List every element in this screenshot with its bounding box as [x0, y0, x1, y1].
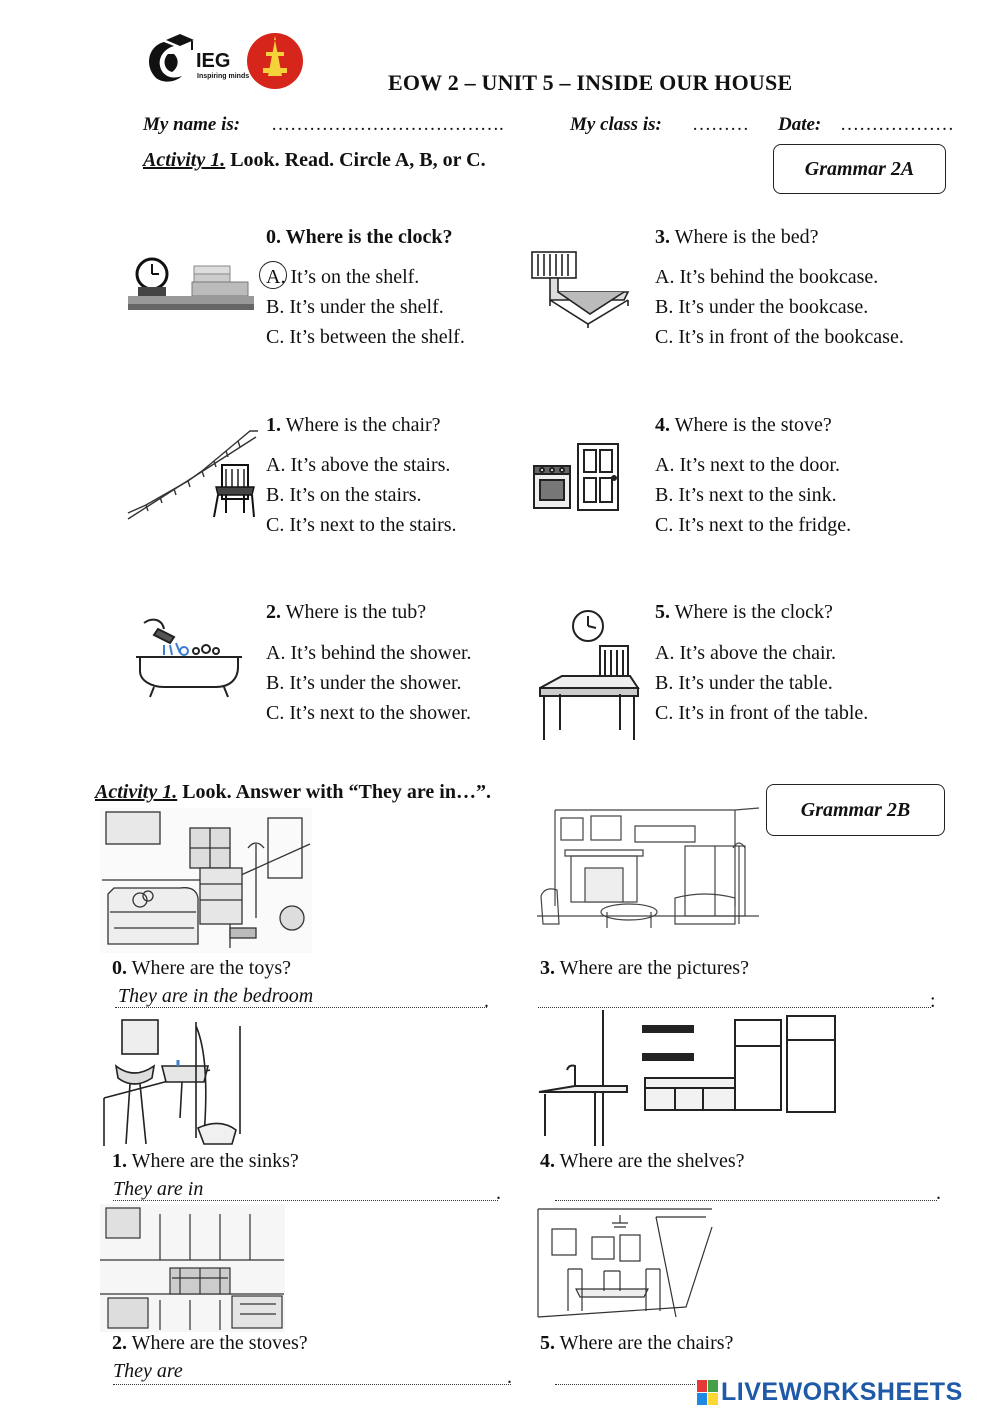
image-clock-on-shelf: [126, 254, 256, 319]
answer-line-b1: [113, 1200, 498, 1201]
question-number: 3.: [540, 957, 555, 979]
question-b5: [540, 1332, 733, 1355]
answer-line-b2: [113, 1384, 511, 1385]
dining-room-icon: [536, 1207, 714, 1331]
image-bathroom: [100, 1018, 248, 1151]
liveworksheets-brand: LIVEWORKSHEETS: [721, 1378, 963, 1406]
question-text: Where are the toys?: [131, 957, 291, 979]
bed-bookcase-icon: [528, 248, 633, 328]
question-text: Where is the bed?: [674, 226, 819, 248]
question-number: 3.: [655, 226, 670, 248]
school-seal-logo: [244, 32, 308, 90]
image-stove-and-door: [530, 440, 640, 520]
option-b[interactable]: B. It’s under the shelf.: [266, 296, 444, 318]
answer-end-b0: .: [484, 990, 489, 1012]
class-field[interactable]: ………: [692, 114, 749, 135]
option-a[interactable]: A. It’s above the chair.: [655, 642, 837, 664]
option-a[interactable]: A. It’s behind the shower.: [266, 642, 472, 664]
ieg-logo-text: IEG: [196, 50, 231, 72]
answer-line-b5: [555, 1384, 695, 1385]
image-clock-chair-table: [530, 606, 645, 751]
question-b2: [112, 1332, 308, 1355]
question-text: Where are the shelves?: [559, 1150, 745, 1172]
question-b0: [112, 957, 291, 980]
activity-b-instruction: Look. Answer with “They are in…”.: [182, 781, 491, 803]
clock-shelf-icon: [126, 254, 256, 314]
answer-end-b3: :: [930, 990, 936, 1012]
option-c[interactable]: C. It’s in front of the bookcase.: [655, 326, 904, 348]
option-a[interactable]: A. It’s above the stairs.: [266, 454, 451, 476]
question-a0: [266, 226, 452, 249]
question-number: 5.: [655, 601, 670, 623]
answer-b1[interactable]: They are in: [113, 1178, 204, 1200]
answer-end-b4: .: [936, 1182, 941, 1204]
activity-a-heading: [143, 149, 486, 172]
options-a5: [655, 638, 868, 728]
option-a[interactable]: A. It’s next to the door.: [655, 454, 840, 476]
question-number: 1.: [112, 1150, 127, 1172]
question-number: 5.: [540, 1332, 555, 1354]
live-badge-icon: [697, 1380, 719, 1406]
options-a4: [655, 450, 851, 540]
question-a3: [655, 226, 818, 249]
image-kitchen-shelves: [535, 1010, 840, 1155]
question-text: Where is the chair?: [285, 414, 441, 436]
image-bed-and-bookcase: [528, 248, 633, 333]
activity-a-instruction: Look. Read. Circle A, B, or C.: [230, 149, 486, 171]
question-number: 0.: [266, 226, 281, 248]
option-b[interactable]: B. It’s under the shower.: [266, 672, 462, 694]
activity-a-label: Activity 1.: [143, 149, 226, 171]
kitchen-icon: [100, 1204, 285, 1332]
question-number: 2.: [112, 1332, 127, 1354]
question-number: 4.: [540, 1150, 555, 1172]
image-tub-and-shower: [134, 615, 244, 705]
answer-line-b4: [555, 1200, 937, 1201]
image-living-room: [535, 806, 760, 939]
option-b[interactable]: B. It’s on the stairs.: [266, 484, 422, 506]
question-a2: [266, 601, 426, 624]
option-c[interactable]: C. It’s between the shelf.: [266, 326, 465, 348]
grammar-2a-label: Grammar 2A: [804, 157, 915, 180]
question-a1: [266, 414, 441, 437]
option-c[interactable]: C. It’s in front of the table.: [655, 702, 869, 724]
kitchen-shelves-icon: [535, 1010, 840, 1150]
option-b[interactable]: B. It’s under the bookcase.: [655, 296, 869, 318]
grammar-2b-label: Grammar 2B: [800, 798, 911, 821]
question-text: Where is the tub?: [285, 601, 427, 623]
activity-b-heading: [95, 781, 491, 804]
options-a2: [266, 638, 472, 728]
option-c[interactable]: C. It’s next to the fridge.: [655, 514, 852, 536]
grammar-2a-box: [773, 144, 946, 194]
answer-end-b2: .: [507, 1366, 512, 1388]
question-number: 0.: [112, 957, 127, 979]
clock-chair-table-icon: [530, 606, 645, 746]
activity-b-label: Activity 1.: [95, 781, 178, 803]
question-a5: [655, 601, 833, 624]
bathroom-icon: [100, 1018, 248, 1146]
option-a[interactable]: A. It’s on the shelf.: [266, 266, 420, 288]
question-a4: [655, 414, 832, 437]
page-title: EOW 2 – UNIT 5 – INSIDE OUR HOUSE: [388, 70, 793, 95]
ieg-tagline: Inspiring minds: [197, 73, 250, 80]
options-a3: [655, 262, 904, 352]
liveworksheets-logo: [697, 1378, 963, 1407]
question-text: Where are the pictures?: [559, 957, 749, 979]
answer-b2[interactable]: They are: [113, 1360, 183, 1382]
answer-line-b3: [538, 1007, 931, 1008]
name-field[interactable]: ……………………………….: [271, 114, 504, 135]
question-text: Where are the stoves?: [131, 1332, 308, 1354]
question-text: Where are the chairs?: [559, 1332, 734, 1354]
options-a0: [266, 262, 465, 352]
answer-line-b0: [115, 1007, 487, 1008]
question-number: 2.: [266, 601, 281, 623]
date-label: Date:: [778, 114, 822, 135]
living-room-icon: [535, 806, 760, 934]
bedroom-icon: [100, 808, 312, 953]
question-b4: [540, 1150, 745, 1173]
image-bedroom: [100, 808, 312, 958]
tower-seal-icon: [244, 32, 308, 90]
answer-b0[interactable]: They are in the bedroom: [118, 985, 314, 1007]
stairs-chair-icon: [126, 425, 258, 520]
question-b1: [112, 1150, 299, 1173]
options-a1: [266, 450, 457, 540]
bathtub-icon: [134, 615, 244, 700]
image-chair-and-stairs: [126, 425, 258, 525]
image-dining-room: [536, 1207, 714, 1336]
stove-door-icon: [530, 440, 640, 515]
date-field[interactable]: ………………: [840, 114, 954, 135]
question-text: Where is the clock?: [285, 226, 453, 248]
option-c[interactable]: C. It’s next to the stairs.: [266, 514, 457, 536]
grammar-2b-box: [766, 784, 945, 836]
question-number: 1.: [266, 414, 281, 436]
question-text: Where is the clock?: [674, 601, 833, 623]
option-b[interactable]: B. It’s next to the sink.: [655, 484, 837, 506]
option-a[interactable]: A. It’s behind the bookcase.: [655, 266, 879, 288]
question-text: Where is the stove?: [674, 414, 832, 436]
option-c[interactable]: C. It’s next to the shower.: [266, 702, 471, 724]
question-text: Where are the sinks?: [131, 1150, 299, 1172]
image-kitchen: [100, 1204, 285, 1337]
class-label: My class is:: [570, 114, 662, 135]
answer-end-b1: .: [496, 1182, 501, 1204]
question-b3: [540, 957, 749, 980]
option-b[interactable]: B. It’s under the table.: [655, 672, 833, 694]
name-label: My name is:: [143, 114, 241, 135]
question-number: 4.: [655, 414, 670, 436]
